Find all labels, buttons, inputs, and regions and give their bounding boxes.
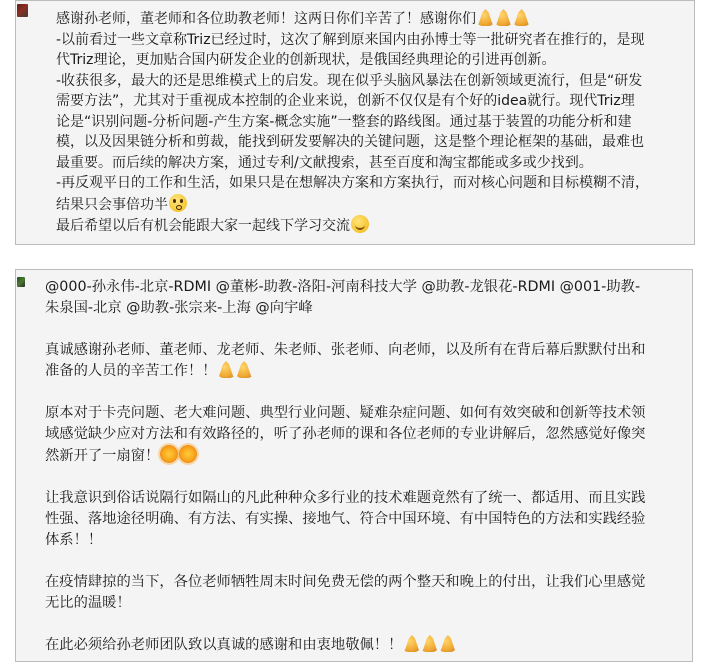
paragraph-line: 准备的人员的辛苦工作！！	[45, 361, 685, 382]
message-line: 结果只会事倍功半	[56, 194, 686, 216]
spacer	[45, 319, 685, 340]
pray-icon	[477, 9, 494, 26]
message-line: -以前看过一些文章称Triz已经过时，这次了解到原来国内由孙博士等一批研究者在推行的，是现	[56, 31, 645, 48]
pray-icon	[439, 635, 456, 652]
message-line: 代Triz理论，更加贴合国内研发企业的创新现状，是俄国经典理论的引进再创新。	[56, 52, 556, 68]
pray-icon	[421, 635, 438, 652]
paragraph-line: 体系！！	[45, 532, 103, 548]
message-line: 最后希望以后有机会能跟大家一起线下学习交流	[56, 215, 686, 237]
embarrassed-face-icon	[169, 194, 187, 212]
mentions-line[interactable]: @000-孙永伟-北京-RDMI @董彬-助教-洛阳-河南科技大学 @助教-龙银花-RDMI @001-助教-	[45, 279, 641, 295]
paragraph-line: 性强、落地途径明确、有方法、有实操、接地气、符合中国环境、有中国特色的方法和实践经验	[45, 511, 646, 527]
pray-icon	[495, 9, 512, 26]
paragraph-line: 无比的温暖！	[45, 595, 131, 611]
message-text	[56, 9, 686, 237]
pray-icon	[403, 635, 420, 652]
pray-icon	[236, 361, 253, 378]
spacer	[45, 551, 685, 572]
pray-icon	[513, 9, 530, 26]
pray-icon	[218, 361, 235, 378]
sun-icon	[160, 445, 178, 463]
smile-face-icon	[351, 215, 369, 233]
sun-icon	[179, 445, 197, 463]
spacer	[45, 614, 685, 635]
message-line: -再反观平日的工作和生活，如果只是在想解决方案和方案执行，而对核心问题和目标模糊不清，	[56, 175, 650, 191]
paragraph-line: 真诚感谢孙老师、董老师、龙老师、朱老师、张老师、向老师，以及所有在背后幕后默默付出和	[45, 342, 646, 358]
spacer	[45, 467, 685, 488]
paragraph-line: 在此必须给孙老师团队致以真诚的感谢和由衷地敬佩！！	[45, 635, 685, 656]
message-line: 论是“识别问题-分析问题-产生方案-概念实施”一整套的路线图。通过基于装置的功能分析和建	[56, 113, 632, 130]
avatar[interactable]	[17, 4, 28, 17]
spacer	[45, 382, 685, 403]
message-line: 感谢孙老师，董老师和各位助教老师！这两日你们辛苦了！感谢你们	[56, 9, 686, 30]
paragraph-line: 域感觉缺少应对方法和有效路径的，听了孙老师的课和各位老师的专业讲解后，忽然感觉好像突	[45, 426, 646, 442]
message-text	[45, 277, 685, 656]
paragraph-line: 然新开了一扇窗！	[45, 445, 685, 467]
avatar[interactable]	[17, 277, 25, 287]
paragraph-line: 原本对于卡壳问题、老大难问题、典型行业问题、疑难杂症问题、如何有效突破和创新等技术领	[45, 405, 646, 421]
chat-message-card-2	[15, 269, 693, 662]
mentions-line[interactable]: 朱泉国-北京 @助教-张宗来-上海 @向宇峰	[45, 300, 313, 316]
message-line: 模，以及因果链分析和剪裁，能找到研发要解决的关键问题，这是整个理论框架的基础，最难也	[56, 134, 644, 150]
chat-message-card-1	[15, 0, 695, 245]
paragraph-line: 让我意识到俗话说隔行如隔山的凡此种种众多行业的技术难题竟然有了统一、都适用、而且实践	[45, 490, 646, 506]
message-line: 需要方法”，尤其对于重视成本控制的企业来说，创新不仅仅是有个好的idea就行。现代Triz理	[56, 93, 635, 109]
paragraph-line: 在疫情肆掠的当下，各位老师牺牲周末时间免费无偿的两个整天和晚上的付出，让我们心里感觉	[45, 574, 646, 590]
message-line: 最重要。而后续的解决方案，通过专利/文献搜索，甚至百度和淘宝都能或多或少找到。	[56, 154, 593, 171]
message-line: -收获很多，最大的还是思维模式上的启发。现在似乎头脑风暴法在创新领域更流行，但是“研发	[56, 72, 643, 89]
